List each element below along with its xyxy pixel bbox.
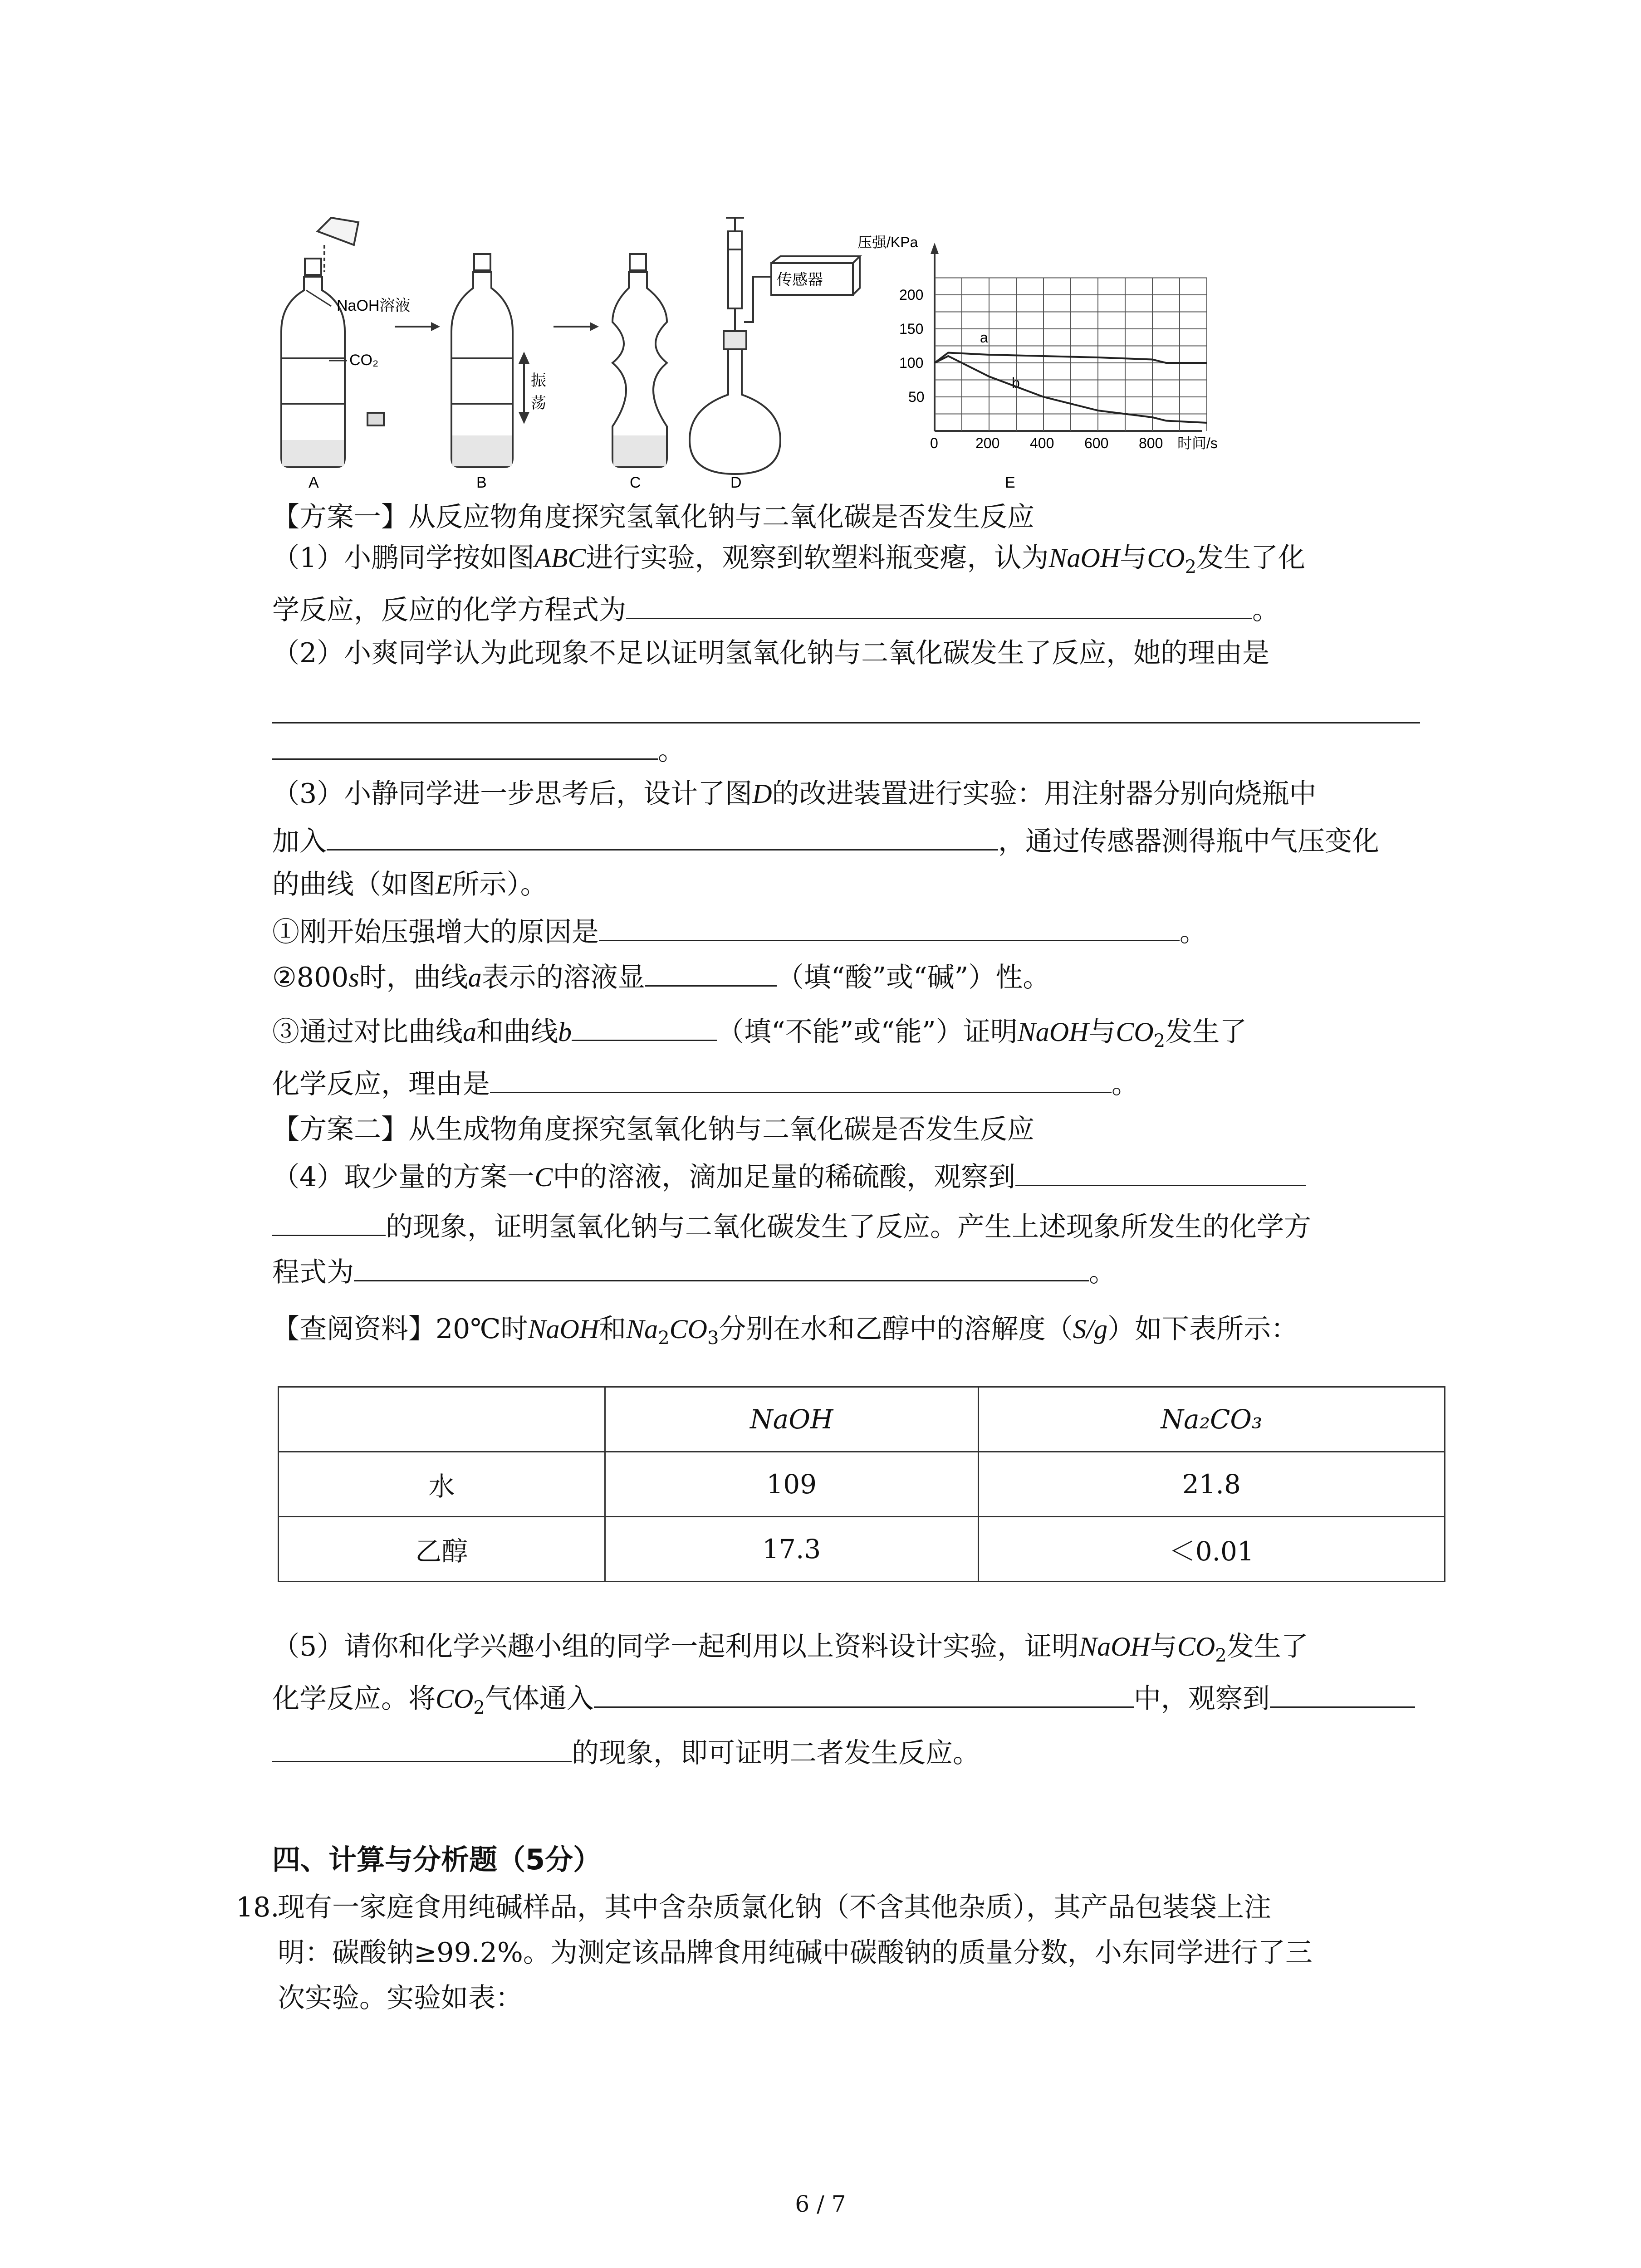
table-row — [279, 1452, 1445, 1517]
question-18-line-2: 明：碳酸钠≥99.2%。为测定该品牌食用纯碱中碳酸钠的质量分数，小东同学进行了三 — [278, 1937, 1313, 1969]
sub-question-2: ②800s时，曲线a表示的溶液显 （填“酸”或“碱”）性。 — [272, 957, 1050, 996]
answer-blank-pressure-reason[interactable] — [599, 912, 1180, 941]
x-tick-label: 800 — [1139, 435, 1163, 451]
question-2: （2）小爽同学认为此现象不足以证明氢氧化钠与二氧化碳发生了反应，她的理由是 — [272, 637, 1270, 669]
question-18-line-3: 次实验。实验如表： — [278, 1982, 523, 2014]
experiment-figure — [263, 213, 1343, 494]
section-4-heading: 四、计算与分析题（5分） — [272, 1843, 602, 1876]
question-4-line-1: （4）取少量的方案一C中的溶液，滴加足量的稀硫酸，观察到 — [272, 1157, 1306, 1195]
table-cell: ＜0.01 — [978, 1517, 1445, 1582]
curve-b-label: b — [1012, 375, 1020, 391]
pressure-chart — [857, 234, 1218, 491]
y-tick-label: 50 — [908, 389, 925, 405]
question-3-line-1: （3）小静同学进一步思考后，设计了图D的改进装置进行实验：用注射器分别向烧瓶中 — [272, 778, 1317, 810]
table-row — [279, 1517, 1445, 1582]
reference-note: 【查阅资料】20℃时NaOH和$Na_2CO_3$分别在水和乙醇中的溶解度（S/g）如下表所示： — [272, 1313, 1298, 1349]
label-a: A — [309, 474, 319, 491]
question-5-line-3: 的现象，即可证明二者发生反应。 — [272, 1733, 980, 1771]
answer-blank-observation-2[interactable] — [272, 1733, 572, 1762]
y-tick-label: 150 — [899, 321, 924, 337]
question-18-number: 18. — [236, 1892, 279, 1923]
answer-blank-can-prove[interactable] — [572, 1012, 717, 1041]
answer-blank-reason[interactable] — [272, 694, 1420, 733]
co2-label: CO₂ — [349, 352, 379, 369]
answer-blank-phenomenon[interactable] — [1015, 1157, 1306, 1186]
question-1-line-1: （1）小鹏同学按如图ABC进行实验，观察到软塑料瓶变瘪，认为NaOH与$CO_2$发生了化 — [272, 542, 1306, 577]
naoh-solution-label: NaOH溶液 — [337, 297, 411, 314]
shake-label-2: 荡 — [531, 395, 546, 412]
answer-blank-because[interactable] — [490, 1064, 1112, 1093]
curve-a-label: a — [980, 329, 988, 346]
question-4-line-2: 的现象，证明氢氧化钠与二氧化碳发生了反应。产生上述现象所发生的化学方 — [272, 1207, 1311, 1245]
y-tick-label: 200 — [899, 287, 924, 303]
question-4-line-3: 程式为 。 — [272, 1252, 1116, 1290]
question-5-line-2: 化学反应。将$CO_2$气体通入 中，观察到 — [272, 1678, 1415, 1726]
chart-xlabel: 时间/s — [1177, 435, 1218, 451]
answer-blank-acidity[interactable] — [645, 957, 777, 987]
sub-question-3: ③通过对比曲线a和曲线b （填“不能”或“能”）证明NaOH与$CO_2$发生了 — [272, 1012, 1247, 1059]
table-cell: 乙醇 — [279, 1517, 605, 1582]
answer-blank-observation[interactable] — [1270, 1678, 1415, 1708]
y-tick-label: 100 — [899, 355, 924, 371]
label-c: C — [630, 474, 641, 491]
sub-question-3-line-2: 化学反应，理由是 。 — [272, 1064, 1139, 1102]
x-tick-label: 200 — [975, 435, 1000, 451]
label-e: E — [1005, 474, 1015, 491]
question-3-line-2: 加入 ，通过传感器测得瓶中气压变化 — [272, 821, 1379, 860]
answer-blank-phenomenon-2[interactable] — [272, 1207, 386, 1236]
plan2-title: 【方案二】从生成物角度探究氢氧化钠与二氧化碳是否发生反应 — [272, 1114, 1034, 1145]
answer-blank-reagent[interactable] — [327, 821, 998, 850]
x-tick-label: 600 — [1084, 435, 1109, 451]
plan1-title: 【方案一】从反应物角度探究氢氧化钠与二氧化碳是否发生反应 — [272, 501, 1034, 533]
bottle-c — [612, 254, 667, 467]
solubility-table — [278, 1386, 1445, 1582]
answer-blank-solvent[interactable] — [594, 1678, 1134, 1708]
answer-blank-reason-2[interactable]: 。 — [272, 730, 685, 769]
x-tick-label: 400 — [1030, 435, 1054, 451]
question-5-line-1: （5）请你和化学兴趣小组的同学一起利用以上资料设计实验，证明NaOH与$CO_2$发生了 — [272, 1631, 1308, 1666]
answer-blank-equation-1[interactable] — [626, 590, 1252, 619]
bottle-a — [281, 218, 384, 467]
label-b: B — [476, 474, 487, 491]
table-header-row — [279, 1387, 1445, 1452]
table-header-cell — [279, 1387, 605, 1452]
sensor-label: 传感器 — [777, 271, 823, 288]
sub-question-1: ①刚开始压强增大的原因是 。 — [272, 912, 1207, 950]
table-cell: 21.8 — [978, 1452, 1445, 1517]
page-number: 6 / 7 — [795, 2191, 846, 2217]
apparatus-d — [690, 218, 860, 474]
table-header-cell: Na₂CO₃ — [978, 1387, 1445, 1452]
question-18-line-1: 现有一家庭食用纯碱样品，其中含杂质氯化钠（不含其他杂质），其产品包装袋上注 — [278, 1892, 1271, 1923]
bottle-b — [451, 254, 528, 467]
table-cell: 17.3 — [605, 1517, 978, 1582]
table-cell: 109 — [605, 1452, 978, 1517]
answer-blank-equation-2[interactable] — [354, 1252, 1089, 1281]
x-tick-label: 0 — [930, 435, 938, 451]
table-cell: 水 — [279, 1452, 605, 1517]
shake-label-1: 振 — [531, 372, 546, 389]
question-3-line-3: 的曲线（如图E所示）。 — [272, 869, 548, 900]
question-1-line-2: 学反应，反应的化学方程式为 。 — [272, 590, 1279, 628]
label-d: D — [730, 474, 742, 491]
table-header-cell: NaOH — [605, 1387, 978, 1452]
chart-ylabel: 压强/KPa — [857, 234, 918, 250]
